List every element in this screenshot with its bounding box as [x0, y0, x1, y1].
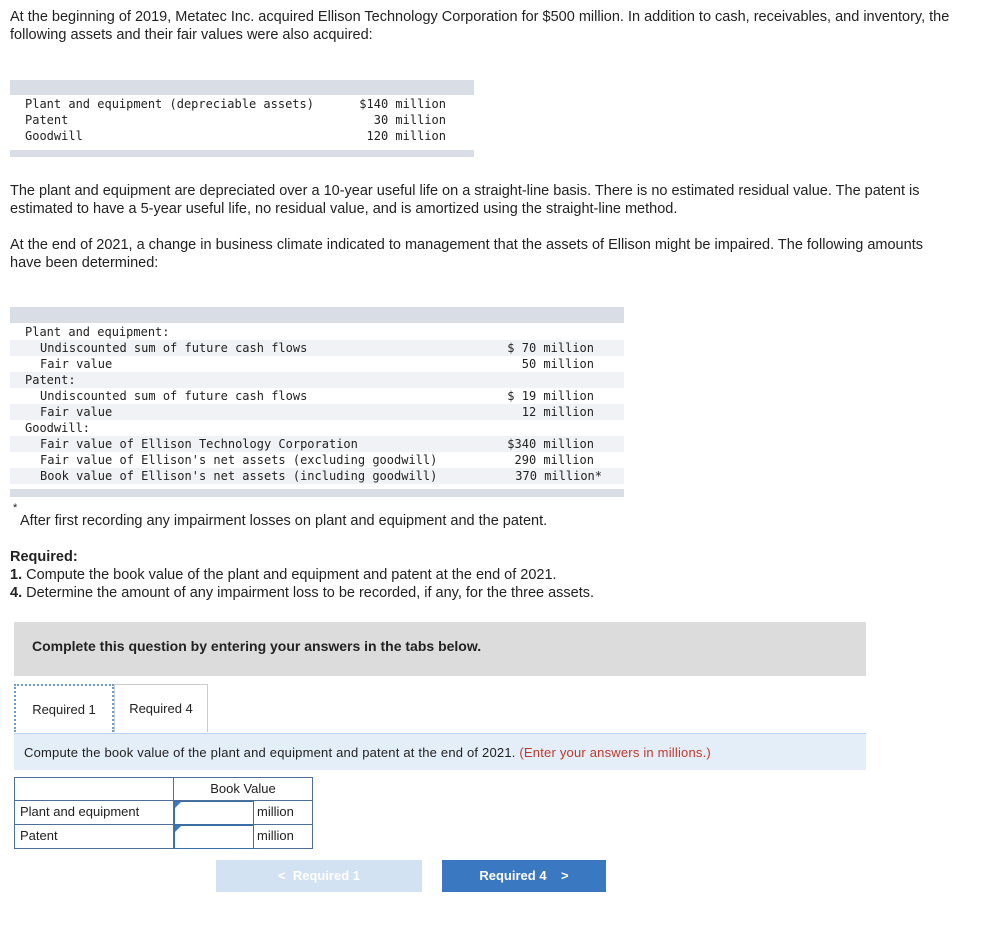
prev-button-label: Required 1: [292, 868, 360, 883]
table-top-bar: [10, 307, 624, 323]
footnote-star: *: [13, 502, 18, 514]
row-value: 12 million: [521, 405, 594, 419]
column-header-book-value: Book Value: [173, 777, 313, 801]
table-row: [10, 340, 624, 356]
row-label: Undiscounted sum of future cash flows: [40, 389, 308, 403]
asset-label: Patent: [25, 113, 69, 127]
intro-text: At the beginning of 2019, Metatec Inc. acquired Ellison Technology Corporation for $500 million. In addition to cash, receivables, and inventory, the following assets and their fair values were also acquired:: [10, 9, 950, 43]
row-label: Fair value of Ellison's net assets (excluding goodwill): [40, 453, 438, 467]
instruction-bar: [14, 733, 866, 770]
table-row: [10, 452, 624, 468]
required-item-1: [10, 566, 594, 584]
table-row: [10, 436, 624, 452]
table-row: [10, 388, 624, 404]
section-heading: Patent:: [25, 373, 76, 387]
input-marker: [175, 826, 181, 832]
complete-banner-text: Complete this question by entering your answers in the tabs below.: [32, 638, 482, 654]
row-label: Fair value of Ellison Technology Corporation: [40, 437, 358, 451]
chevron-right-icon: >: [561, 868, 569, 883]
item-number: 1.: [10, 567, 23, 583]
next-button-label: Required 4: [479, 868, 547, 883]
input-marker: [175, 802, 181, 808]
table-row: [10, 404, 624, 420]
unit-label: million: [254, 825, 313, 849]
required-section: [10, 548, 594, 602]
table-bottom-bar: [10, 150, 474, 157]
tab-required-4[interactable]: Required 4: [114, 684, 208, 732]
plant-equipment-input[interactable]: [174, 801, 254, 825]
footnote-text: After first recording any impairment losses on plant and equipment and the patent.: [20, 513, 548, 529]
row-value: 370 million*: [515, 469, 602, 483]
asset-label: Goodwill: [25, 129, 83, 143]
instruction-note: (Enter your answers in millions.): [519, 745, 711, 760]
acquired-assets-table: [10, 80, 474, 157]
row-label: Fair value: [40, 357, 113, 371]
required-item-4: [10, 584, 594, 602]
asset-label: Plant and equipment (depreciable assets): [25, 97, 314, 111]
row-value: $340 million: [507, 437, 594, 451]
tab-required-1[interactable]: Required 1: [14, 684, 114, 732]
table-top-bar: [10, 80, 474, 95]
unit-label: million: [254, 801, 313, 825]
item-text: Compute the book value of the plant and equipment and patent at the end of 2021.: [26, 567, 557, 583]
asset-value: $140 million: [359, 97, 446, 111]
patent-input[interactable]: [174, 825, 254, 849]
depreciation-text: The plant and equipment are depreciated over a 10-year useful life on a straight-line basis. There is no estimated residual value. The patent is estimated to have a 5-year useful life, no residual value, and is amortized using the straight-line method.: [10, 183, 920, 217]
row-label-patent: Patent: [14, 825, 174, 849]
chevron-left-icon: <: [277, 868, 286, 883]
table-row: [10, 420, 624, 436]
table-row: [10, 356, 624, 372]
section-heading: Plant and equipment:: [25, 325, 170, 339]
table-row: [25, 128, 460, 144]
row-label: Fair value: [40, 405, 113, 419]
row-value: 50 million: [521, 357, 594, 371]
instruction-text: [24, 745, 711, 760]
required-title: Required:: [10, 549, 78, 565]
asset-value: 120 million: [366, 129, 446, 143]
row-value: 290 million: [514, 453, 594, 467]
table-row: [10, 324, 624, 340]
table-row: [10, 468, 624, 484]
table-row: [10, 372, 624, 388]
impairment-intro-text: At the end of 2021, a change in business climate indicated to management that the assets of Ellison might be impaired. The following amounts have been determined:: [10, 237, 923, 271]
section-heading: Goodwill:: [25, 421, 91, 435]
table-row: [25, 112, 460, 128]
table-bottom-bar: [10, 489, 624, 497]
row-label: Book value of Ellison's net assets (including goodwill): [40, 469, 438, 483]
row-label-plant-equipment: Plant and equipment: [14, 801, 174, 825]
row-label: Undiscounted sum of future cash flows: [40, 341, 308, 355]
item-text: Determine the amount of any impairment loss to be recorded, if any, for the three assets.: [26, 585, 595, 601]
table-row: [25, 96, 460, 112]
next-required-button[interactable]: [442, 860, 606, 892]
instruction-main: Compute the book value of the plant and equipment and patent at the end of 2021.: [24, 745, 516, 760]
item-number: 4.: [10, 585, 23, 601]
header-blank-cell: [14, 777, 174, 801]
row-value: $ 19 million: [507, 389, 594, 403]
row-value: $ 70 million: [507, 341, 594, 355]
prev-required-button[interactable]: [216, 860, 422, 892]
asset-value: 30 million: [373, 113, 446, 127]
complete-banner: [14, 622, 866, 676]
impairment-table: [10, 307, 624, 497]
